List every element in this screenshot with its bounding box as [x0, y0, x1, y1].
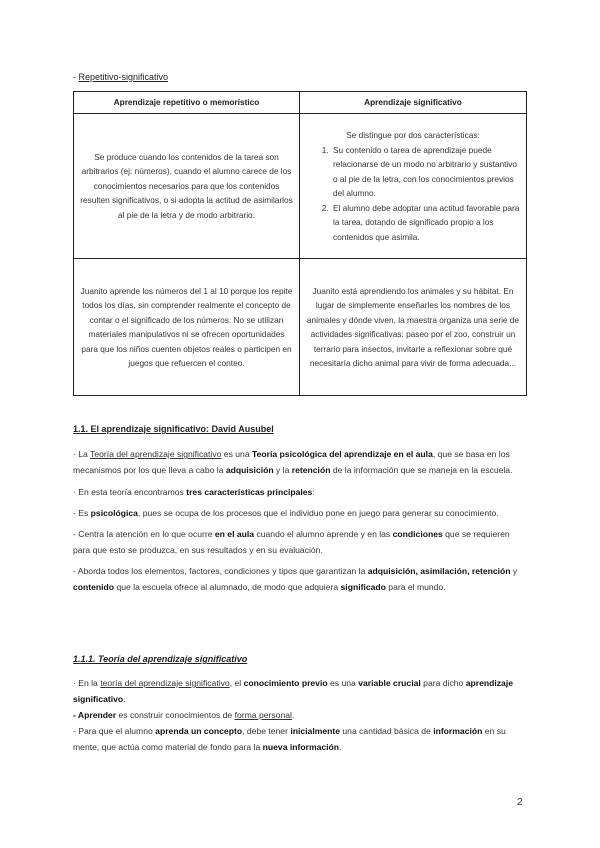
- paragraph: · La Teoría del aprendizaje significativo es una Teoría psicológica del aprendizaje en el aula, que se basa en los mecanismos por los que lleva a cabo la adquisición y la retención de la información que se maneja en la escuela.: [73, 449, 513, 475]
- characteristics-list: [306, 143, 520, 245]
- intro-link[interactable]: Repetitivo-significativo: [78, 72, 169, 82]
- table-row: [74, 114, 527, 259]
- table-row: [74, 259, 527, 396]
- intro-line: - Repetitivo-significativo: [73, 72, 169, 82]
- section-heading-1-1: 1.1. El aprendizaje significativo: David Ausubel: [73, 424, 274, 434]
- paragraph: - Es psicológica, pues se ocupa de los procesos que el individuo pone en juego para generar su conocimiento.: [73, 508, 499, 518]
- paragraph: - Aborda todos los elementos, factores, condiciones y tipos que garantizan la adquisición, asimilación, retención y contenido que la escuela ofrece al alumnado, de modo que adquiera significado para el mundo.: [73, 566, 518, 592]
- comparison-table: [73, 91, 527, 396]
- table-header-row: [74, 92, 527, 114]
- paragraph: - Centra la atención en lo que ocurre en el aula cuando el alumno aprende y en las condiciones que se requieren para que esto se produzca, en sus resultados y en su evaluación.: [73, 529, 510, 555]
- header-repetitive: Aprendizaje repetitivo o memorístico: [74, 92, 300, 114]
- list-item: 2. El alumno debe adoptar una actitud favorable para la tarea, dotando de significado propio a los contenidos que asimila.: [331, 201, 520, 245]
- theory-link[interactable]: teoría del aprendizaje significativo: [100, 678, 230, 688]
- characteristics-lead: Se distingue por dos características:: [346, 130, 480, 140]
- definition-repetitive: Se produce cuando los contenidos de la tarea son arbitrarios (ej: números), cuando el alumno carece de los conocimientos necesarios para que los contenidos resulten significativos, o si adopta la actitud de asimilarlos al pie de la letra y de modo arbitrario.: [74, 114, 300, 259]
- personal-form-link[interactable]: forma personal: [234, 710, 292, 720]
- list-item: 1. Su contenido o tarea de aprendizaje puede relacionarse de un modo no arbitrario y sustantivo o al pie de la letra, con los conocimientos previos del alumno.: [331, 143, 520, 201]
- example-repetitive: Juanito aprende los números del 1 al 10 porque los repite todos los días, sin comprender realmente el concepto de contar o el significado de los números. No se utilizan materiales manipulativos ni se ofrecen oportunidades para que los niños cuenten objetos reales o participen en juegos que refuercen el conteo.: [74, 259, 300, 396]
- theory-link[interactable]: Teoría del aprendizaje significativo: [90, 449, 222, 459]
- header-significant: Aprendizaje significativo: [300, 92, 527, 114]
- section1-body: [73, 446, 528, 595]
- paragraph: · En esta teoría encontramos tres características principales:: [73, 487, 315, 497]
- page-number: 2: [517, 797, 523, 808]
- definition-significant: [300, 114, 527, 259]
- example-significant: Juanito está aprendiendo los animales y su hábitat. En lugar de simplemente enseñarles los nombres de los animales y dónde viven, la maestra organiza una serie de actividades significativas: paseo por el zoo, construir un terrario para insectos, invitarle a reflexionar sobre qué necesitaría dicho animal para vivir de forma adecuada...: [300, 259, 527, 396]
- paragraph: · En la teoría del aprendizaje significativo, el conocimiento previo es una variable crucial para dicho aprendizaje significativo.: [73, 678, 513, 704]
- paragraph: - Aprender es construir conocimientos de forma personal.: [73, 710, 295, 720]
- section-heading-1-1-1: 1.1.1. Teoría del aprendizaje significativo: [73, 654, 248, 664]
- paragraph: - Para que el alumno aprenda un concepto, debe tener inicialmente una cantidad básica de información en su mente, que actúa como material de fondo para la nueva información.: [73, 726, 506, 752]
- section2-body: [73, 675, 528, 755]
